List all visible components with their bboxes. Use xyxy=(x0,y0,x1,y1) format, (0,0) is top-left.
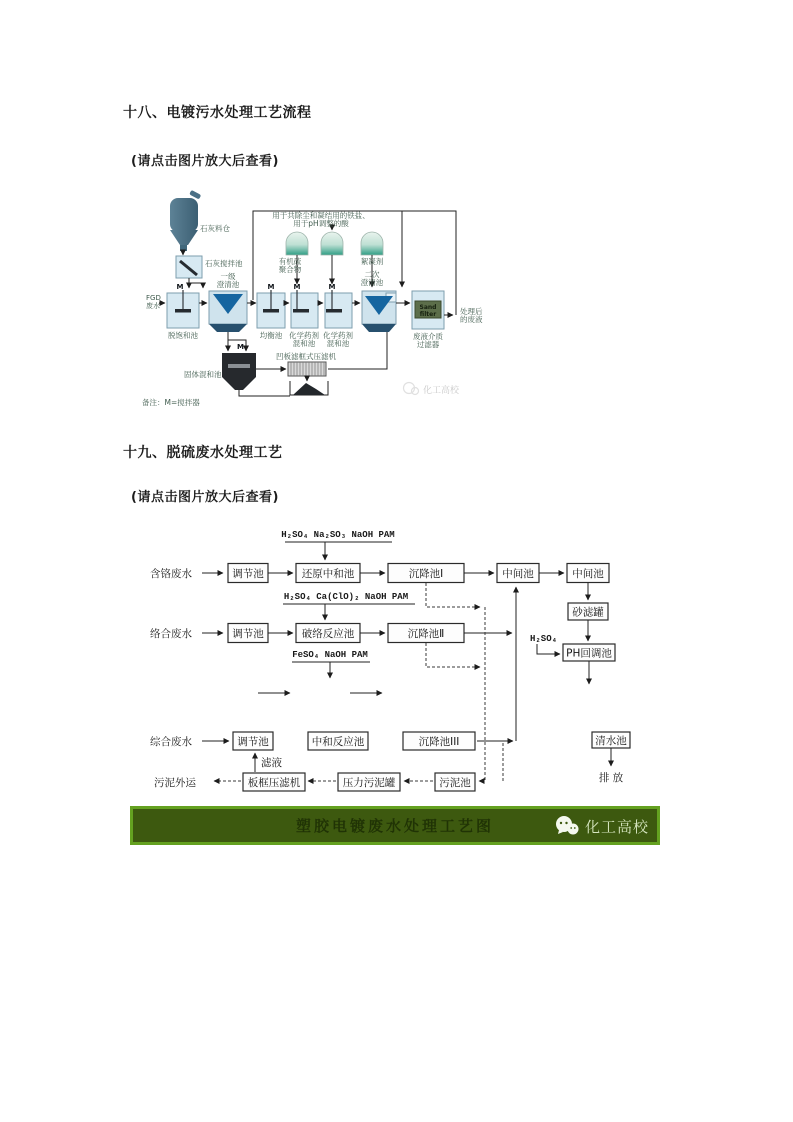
box-neutralization-reactor-label: 中和反应池 xyxy=(311,736,365,748)
label-filtrate: 滤液 xyxy=(261,757,282,769)
label-media-filter-2: 过滤器 xyxy=(416,340,440,349)
chem-line-1: H₂SO₄ Na₂SO₃ NaOH PAM xyxy=(281,530,395,540)
section-18-title: 十八、电镀污水处理工艺流程 xyxy=(123,105,312,121)
agitator-m-5: M xyxy=(237,343,244,351)
box-intermediate-tank-1-label: 中间池 xyxy=(502,568,534,580)
label-dosing-note-1: 用于共除尘和凝结用的铁盐、 xyxy=(272,211,370,220)
box-regulating-tank-3-label: 调节池 xyxy=(237,736,269,748)
lime-silo xyxy=(170,190,201,255)
primary-clarifier xyxy=(209,291,247,351)
agitator-m-2: M xyxy=(267,283,275,291)
label-lime-silo: 石灰料仓 xyxy=(200,224,230,233)
box-intermediate-tank-2-label: 中间池 xyxy=(572,568,604,580)
section-19-note: (请点击图片放大后查看) xyxy=(131,490,279,505)
chemical-mixing-tank-2 xyxy=(325,290,352,328)
stream-chromium-wastewater: 含铬废水 xyxy=(150,568,192,580)
label-secondary-clarifier-2: 澄清池 xyxy=(360,278,384,287)
stream-complex-wastewater: 络合废水 xyxy=(150,628,192,640)
banner xyxy=(130,806,660,845)
watermark-wechat-icon xyxy=(404,383,419,395)
label-chem-tank2-2: 混和池 xyxy=(326,339,350,348)
box-complex-breaking-reactor-label: 破络反应池 xyxy=(301,628,355,640)
label-chem-tank2-1: 化学药剂 xyxy=(323,331,353,340)
box-settling-tank-2-label: 沉降池Ⅱ xyxy=(407,628,445,640)
box-ph-readjust-tank-label: PH回调池 xyxy=(566,647,612,660)
section-19-title: 十九、脱硫废水处理工艺 xyxy=(123,445,283,461)
dosing-vessel-middle xyxy=(321,232,343,284)
banner-brand xyxy=(554,815,649,837)
chem-acid: H₂SO₄ xyxy=(530,634,558,644)
label-chem-tank1-2: 混和池 xyxy=(292,339,316,348)
label-dosing-note-2: 用于pH调整的酸 xyxy=(293,219,349,228)
label-fgd-2: 废水 xyxy=(146,302,160,310)
chem-line-3: FeSO₄ NaOH PAM xyxy=(292,650,368,660)
chem-line-2-arrow xyxy=(283,604,415,620)
label-filter-press: 凹板滤框式压滤机 xyxy=(276,352,336,361)
label-primary-clarifier-1: 一级 xyxy=(220,272,236,281)
diagram-flowchart-svg xyxy=(130,515,660,805)
wechat-icon xyxy=(554,815,580,837)
section-18-note: (请点击图片放大后查看) xyxy=(131,154,279,169)
watermark-brand: 化工高校 xyxy=(423,386,460,396)
label-organic-sulfur-2: 聚合物 xyxy=(278,265,302,274)
agitator-m-1: M xyxy=(176,283,184,291)
label-lime-mixing-tank: 石灰搅拌池 xyxy=(205,259,243,268)
box-regulating-tank-1-label: 调节池 xyxy=(232,568,264,580)
label-secondary-clarifier-1: 二次 xyxy=(364,270,380,279)
box-settling-tank-3-label: 沉降池III xyxy=(418,736,460,748)
banner-brand-text: 化工高校 xyxy=(584,817,649,836)
label-sludge-out: 污泥外运 xyxy=(154,777,196,789)
label-flocculant: 絮凝剂 xyxy=(360,257,384,266)
label-media-filter-1: 废液介质 xyxy=(413,332,443,341)
label-equalization-tank: 均衡池 xyxy=(259,331,283,340)
acid-dosing-arrow xyxy=(537,644,560,654)
sludge-dashed-lines xyxy=(426,583,503,781)
box-reduction-neutralization-label: 还原中和池 xyxy=(301,568,355,580)
secondary-clarifier xyxy=(362,291,396,332)
diagram-fgd-svg xyxy=(140,190,570,425)
diagram-fgd-wastewater-image[interactable] xyxy=(140,190,570,425)
box-settling-tank-1-label: 沉降池Ⅰ xyxy=(408,568,444,580)
box-clean-water-tank-label: 清水池 xyxy=(595,735,627,747)
label-sand-2: filter xyxy=(419,311,437,318)
equalization-tank xyxy=(257,290,285,328)
desaturation-tank xyxy=(167,290,199,328)
label-fgd-1: FGD xyxy=(146,294,161,302)
diagram-flowchart-image[interactable] xyxy=(130,515,660,845)
chemical-mixing-tank-1 xyxy=(291,290,318,328)
box-regulating-tank-2-label: 调节池 xyxy=(232,628,264,640)
agitator-m-3: M xyxy=(293,283,301,291)
chem-line-2: H₂SO₄ Ca(ClO)₂ NaOH PAM xyxy=(283,592,409,602)
label-solids-mixing-tank: 固体混和池 xyxy=(184,370,222,379)
label-desaturation-tank: 脱饱和池 xyxy=(168,331,198,340)
label-primary-clarifier-2: 澄清池 xyxy=(216,280,240,289)
stream-comprehensive-wastewater: 综合废水 xyxy=(150,736,192,748)
box-plate-frame-filter-press-label: 板框压滤机 xyxy=(247,777,301,789)
label-sand-1: Sand xyxy=(419,304,437,311)
label-discharge: 排 放 xyxy=(598,772,624,784)
label-remark: 备注：M=搅拌器 xyxy=(142,398,200,407)
sludge-pile xyxy=(290,381,328,395)
box-pressure-sludge-tank-label: 压力污泥罐 xyxy=(342,777,396,789)
label-chem-tank1-1: 化学药剂 xyxy=(289,331,319,340)
label-treated-out-1: 处理后 xyxy=(460,307,483,316)
chem-line-3-arrow xyxy=(292,662,370,678)
banner-title: 塑胶电镀废水处理工艺图 xyxy=(295,817,494,835)
agitator-m-4: M xyxy=(328,283,336,291)
box-sand-filter-tank-label: 砂滤罐 xyxy=(572,606,604,619)
chem-line-1-arrow xyxy=(285,542,392,560)
label-organic-sulfur-1: 有机硫 xyxy=(278,257,302,266)
label-treated-out-2: 的废液 xyxy=(460,315,483,324)
box-sludge-tank-label: 污泥池 xyxy=(439,777,471,789)
